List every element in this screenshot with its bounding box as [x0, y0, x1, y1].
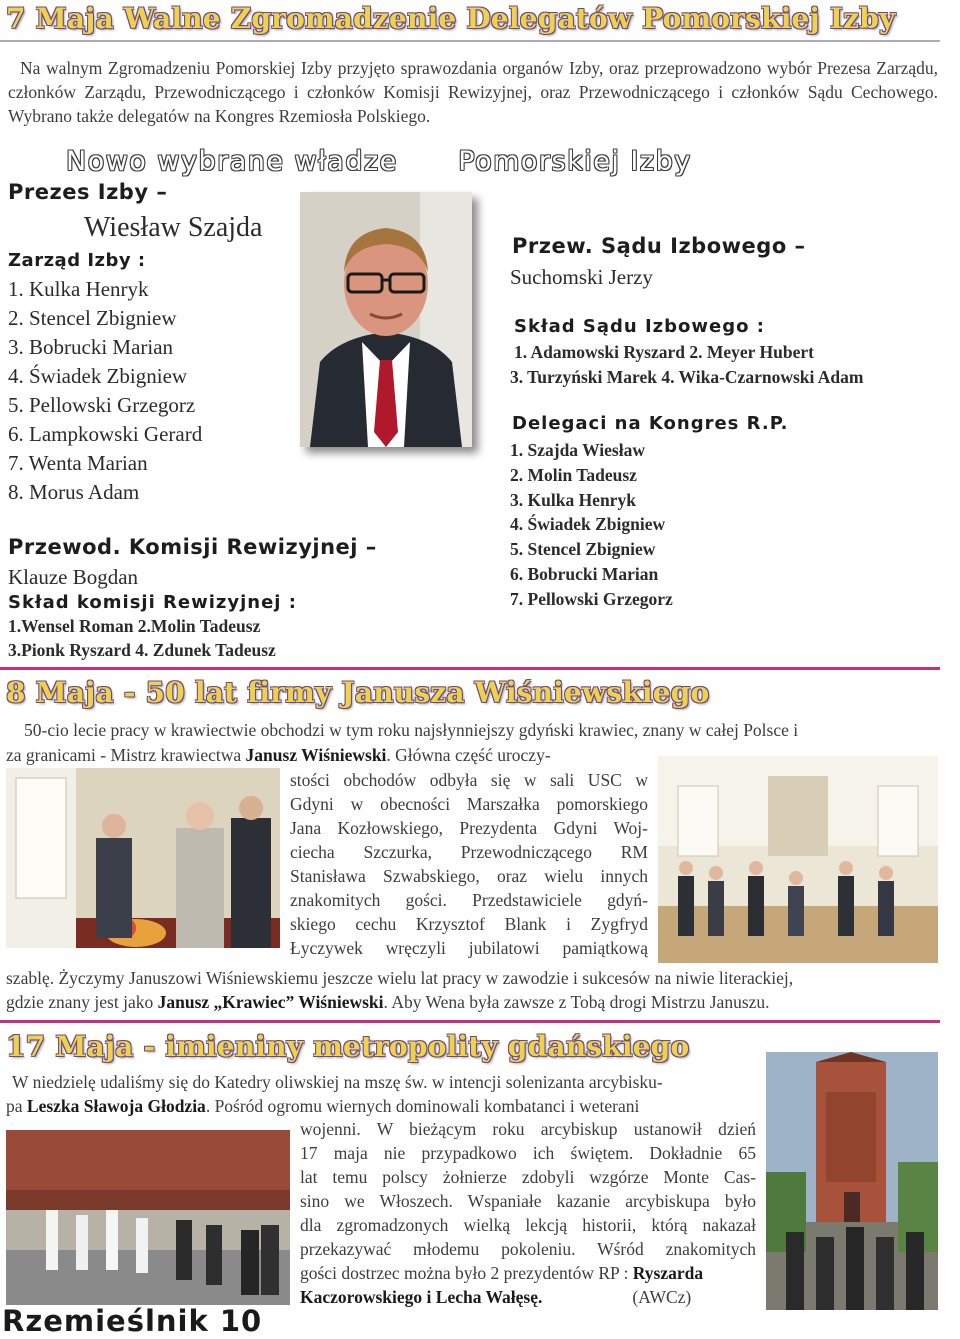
delegaci-label: Delegaci na Kongres R.P. [512, 413, 789, 434]
list-item: 8. Morus Adam [8, 480, 140, 504]
text-line: wojenni. W bieżącym roku arcybiskup ustanowił dzień [300, 1119, 756, 1139]
section-divider [0, 667, 940, 670]
list-item: 3. Turzyński Marek 4. Wika-Czarnowski Adam [510, 367, 864, 387]
text-line: 50-cio lecie pracy w krawiectwie obchodzi w tym roku najsłynniejszy gdyński krawiec, znany w całej Polsce i [24, 720, 799, 740]
text-span: za granicami - Mistrz krawiectwa [6, 745, 246, 765]
ceremony-photo-left [6, 768, 280, 948]
text-line [6, 743, 551, 767]
komisja-label: Przewod. Komisji Rewizyjnej – [8, 535, 377, 559]
list-item: 1. Szajda Wiesław [510, 440, 645, 460]
sklad-sadu-label: Skład Sądu Izbowego : [514, 316, 765, 337]
text-line [300, 1285, 756, 1309]
list-item: 5. Pellowski Grzegorz [8, 393, 196, 417]
prezes-label: Prezes Izby – [8, 180, 168, 204]
sad-name: Suchomski Jerzy [510, 265, 653, 289]
procession-photo [6, 1130, 290, 1305]
section-title-walne-zgromadzenie: 7 Maja Walne Zgromadzenie Delegatów Pomorskiej Izby [6, 2, 896, 35]
name-bold: Janusz „Krawiec” Wiśniewski [157, 992, 384, 1012]
text-span: pa [6, 1096, 27, 1116]
text-span: . Główna część uroczy- [386, 745, 551, 765]
intro-paragraph: Na walnym Zgromadzeniu Pomorskiej Izby przyjęto sprawozdania organów Izby, oraz przeprowadzono wybór Prezesa Zarządu, członków Zarządu, Przewodniczącego i członków Komisji Rewizyjnej, oraz Przewodniczącego i członków Sądu Cechowego. Wybrano także delegatów na Kongres Rzemiosła Polskiego. [8, 58, 938, 126]
procession-image [6, 1130, 290, 1305]
section-title-imieniny: 17 Maja - imieniny metropolity gdańskiego [6, 1030, 690, 1063]
text-line: Łyczywek wręczyli jubilatowi pamiątkową [290, 938, 648, 958]
name-bold: Janusz Wiśniewski [245, 745, 387, 765]
list-item: 1. Kulka Henryk [8, 277, 149, 301]
text-span: . Pośród ogromu wiernych dominowali kombatanci i weterani [205, 1096, 640, 1116]
text-line: Jana Kozłowskiego, Prezydenta Gdyni Woj- [290, 818, 648, 838]
zarzad-label: Zarząd Izby : [8, 250, 146, 271]
text-line: Gdyni w obecności Marszałka pomorskiego [290, 794, 648, 814]
text-line [6, 990, 770, 1014]
ceremony-image [6, 768, 280, 948]
cathedral-photo [766, 1052, 938, 1310]
list-item: 6. Bobrucki Marian [510, 563, 659, 584]
text-line: W niedzielę udaliśmy się do Katedry oliwskiej na mszę św. w intencji solenizanta arcybisku- [12, 1072, 663, 1092]
text-line: szablę. Życzymy Januszowi Wiśniewskiemu jeszcze wielu lat pracy w zawodzie i sukcesów na niwie literackiej, [6, 968, 794, 988]
sad-label: Przew. Sądu Izbowego – [512, 234, 806, 258]
text-line: znakomitych gości. Przedstawiciele gdyń- [290, 890, 648, 910]
list-item: 4. Świadek Zbigniew [8, 364, 188, 388]
text-column [290, 768, 648, 960]
zarzad-list [8, 275, 202, 507]
portrait-person-image [300, 192, 472, 447]
list-item: 6. Lampkowski Gerard [8, 422, 203, 446]
list-item: 1. Adamowski Ryszard 2. Meyer Hubert [514, 342, 814, 362]
list-item: 3. Bobrucki Marian [8, 335, 174, 359]
text-line [300, 1261, 756, 1285]
section-title-50-lat: 8 Maja - 50 lat firmy Janusza Wiśniewskiego [6, 676, 710, 709]
list-item: 5. Stencel Zbigniew [510, 539, 656, 560]
sklad-komisji-label: Skład komisji Rewizyjnej : [8, 592, 297, 613]
list-item: 7. Pellowski Grzegorz [510, 588, 673, 609]
divider [0, 40, 940, 42]
komisja-name: Klauze Bogdan [8, 565, 139, 589]
authorities-heading: Nowo wybrane władze Pomorskiej Izby [66, 146, 692, 177]
list-item: 1.Wensel Roman 2.Molin Tadeusz [8, 616, 261, 636]
cathedral-image [766, 1052, 938, 1310]
list-item: 4. Świadek Zbigniew [510, 514, 666, 535]
ceremony-photo-right [658, 756, 938, 963]
text-line: stości obchodów odbyła się w sali USC w [290, 770, 648, 790]
text-line: przekazywać młodemu pokoleniu. Wśród znakomitych [300, 1239, 756, 1259]
list-item: 2. Stencel Zbigniew [8, 306, 177, 330]
text-column [300, 1117, 756, 1309]
text-line [6, 1094, 639, 1118]
text-span: gości dostrzec można było 2 prezydentów RP : [300, 1263, 633, 1283]
list-item: 3. Kulka Henryk [510, 489, 636, 510]
section-divider [0, 1020, 940, 1023]
ceremony-hall-image [658, 756, 938, 963]
list-item: 2. Molin Tadeusz [510, 464, 637, 485]
footer-page-label: Rzemieślnik 10 [2, 1304, 263, 1338]
delegaci-list [510, 438, 673, 612]
name-bold: Ryszarda [632, 1263, 704, 1283]
text-line: ciecha Szczurka, Przewodniczącego RM [290, 842, 648, 862]
text-line: Stanisława Szwabskiego, oraz wielu innych [290, 866, 648, 886]
text-line: 17 maja nie przypadkowo ich świętem. Dokładnie 65 [300, 1143, 756, 1163]
text-line: sino we Włoszech. Wspaniałe kazanie arcybiskupa było [300, 1191, 756, 1211]
text-span: gdzie znany jest jako [6, 992, 158, 1012]
text-span: . Aby Wena była zawsze z Tobą drogi Mistrzu Januszu. [383, 992, 770, 1012]
prezes-name: Wiesław Szajda [84, 212, 263, 243]
text-line: dla zgromadzonych wielką lekcją historii, którą nakazał [300, 1215, 756, 1235]
text-line: lat temu polscy żołnierze zdobyli wzgórze Monte Cas- [300, 1167, 756, 1187]
name-bold: Kaczorowskiego i Lecha Wałęsę. [300, 1287, 543, 1307]
author-signature: (AWCz) [632, 1287, 692, 1307]
list-item: 7. Wenta Marian [8, 451, 148, 475]
list-item: 3.Pionk Ryszard 4. Zdunek Tadeusz [8, 640, 276, 660]
portrait-photo [300, 192, 472, 447]
name-bold: Leszka Sławoja Głodzia [26, 1096, 206, 1116]
text-line: skiego cechu Krzysztof Blank i Zygfryd [290, 914, 648, 934]
